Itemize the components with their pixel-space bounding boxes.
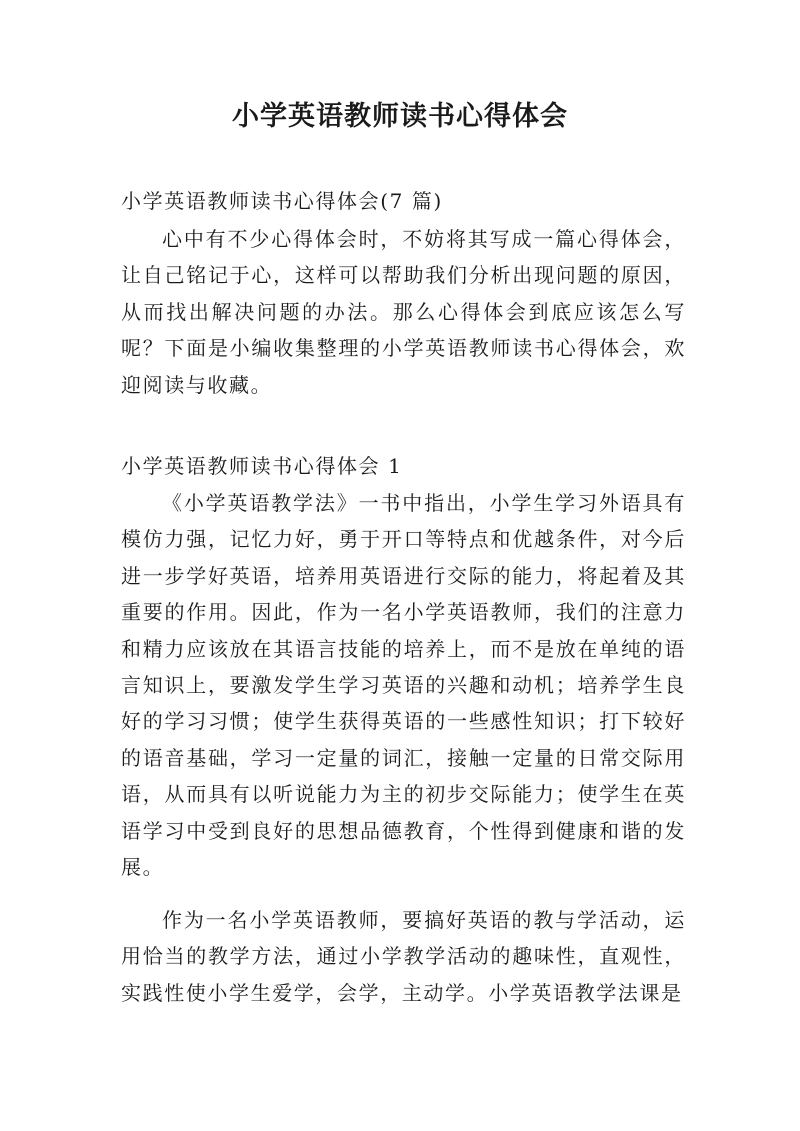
document-subtitle: 小学英语教师读书心得体会(7 篇): [121, 189, 443, 213]
document-title: 小学英语教师读书心得体会: [232, 101, 568, 132]
body-paragraph: 作为一名小学英语教师，要搞好英语的教与学活动，运用恰当的教学方法，通过小学教学活动的趣味性，直观性，实践性使小学生爱学，会学，主动学。小学英语教学法课是: [121, 908, 686, 1005]
body-paragraph: 《小学英语教学法》一书中指出，小学生学习外语具有模仿力强，记忆力好，勇于开口等特点和优越条件，对今后进一步学好英语，培养用英语进行交际的能力，将起着及其重要的作用。因此，作为一名小学英语教师，我们的注意力和精力应该放在其语言技能的培养上，而不是放在单纯的语言知识上，要激发学生学习英语的兴趣和动机；培养学生良好的学习习惯；使学生获得英语的一些感性知识；打下较好的语音基础，学习一定量的词汇，接触一定量的日常交际用语，从而具有以听说能力为主的初步交际能力；使学生在英语学习中受到良好的思想品德教育，个性得到健康和谐的发展。: [121, 491, 686, 880]
section-heading: 小学英语教师读书心得体会 1: [121, 454, 403, 478]
intro-paragraph: 心中有不少心得体会时，不妨将其写成一篇心得体会，让自己铭记于心，这样可以帮助我们分析出现问题的原因，从而找出解决问题的办法。那么心得体会到底应该怎么写呢？下面是小编收集整理的小学英语教师读书心得体会，欢迎阅读与收藏。: [121, 227, 686, 397]
